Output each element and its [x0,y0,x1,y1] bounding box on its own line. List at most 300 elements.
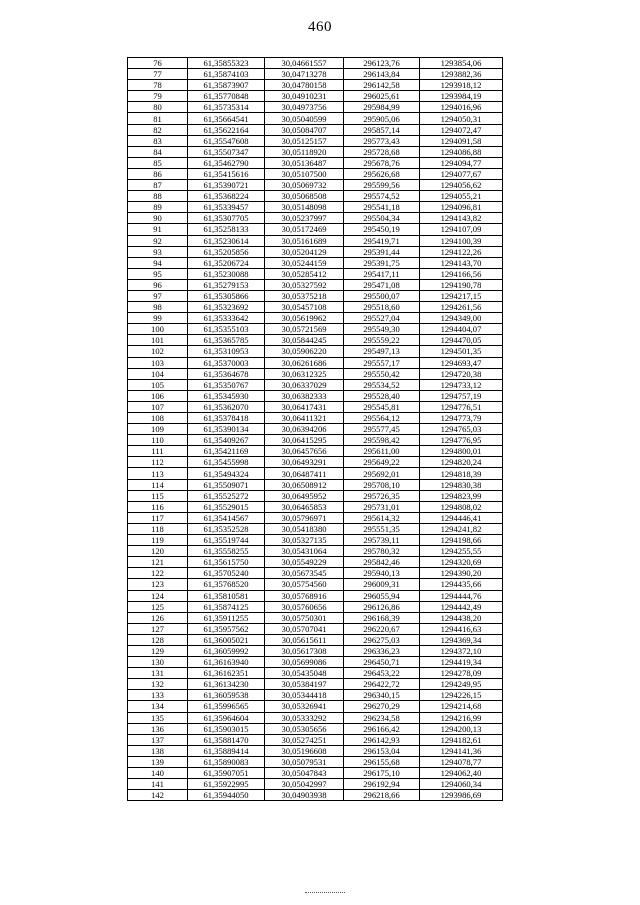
y-coordinate-cell: 1294773,79 [420,413,503,424]
longitude-cell: 30,04713278 [265,69,344,80]
latitude-cell: 61,36162351 [188,668,265,679]
table-row [128,712,503,723]
point-number-cell: 116 [128,501,188,512]
x-coordinate-cell: 295500,07 [344,290,420,301]
coordinates-table [127,57,503,801]
point-number-cell: 136 [128,723,188,734]
latitude-cell: 61,35378418 [188,413,265,424]
latitude-cell: 61,35345930 [188,390,265,401]
point-number-cell: 131 [128,668,188,679]
longitude-cell: 30,05615611 [265,634,344,645]
y-coordinate-cell: 1294143,70 [420,257,503,268]
x-coordinate-cell: 295550,42 [344,368,420,379]
longitude-cell: 30,05619962 [265,313,344,324]
table-row [128,390,503,401]
longitude-cell: 30,05196608 [265,745,344,756]
longitude-cell: 30,05040599 [265,113,344,124]
latitude-cell: 61,35996565 [188,701,265,712]
table-row [128,535,503,546]
latitude-cell: 61,35768520 [188,579,265,590]
latitude-cell: 61,35622164 [188,124,265,135]
y-coordinate-cell: 1294470,05 [420,335,503,346]
x-coordinate-cell: 295598,42 [344,435,420,446]
table-row [128,235,503,246]
longitude-cell: 30,05042997 [265,779,344,790]
latitude-cell: 61,35889414 [188,745,265,756]
x-coordinate-cell: 296270,29 [344,701,420,712]
longitude-cell: 30,05431064 [265,546,344,557]
longitude-cell: 30,05274251 [265,734,344,745]
x-coordinate-cell: 295780,32 [344,546,420,557]
point-number-cell: 142 [128,790,188,801]
table-row [128,446,503,457]
latitude-cell: 61,35810581 [188,590,265,601]
x-coordinate-cell: 295391,75 [344,257,420,268]
point-number-cell: 105 [128,379,188,390]
latitude-cell: 61,35881470 [188,734,265,745]
point-number-cell: 86 [128,168,188,179]
latitude-cell: 61,35333642 [188,313,265,324]
point-number-cell: 118 [128,523,188,534]
point-number-cell: 101 [128,335,188,346]
point-number-cell: 94 [128,257,188,268]
longitude-cell: 30,05326941 [265,701,344,712]
latitude-cell: 61,35890083 [188,756,265,767]
latitude-cell: 61,35507347 [188,146,265,157]
x-coordinate-cell: 296453,22 [344,668,420,679]
x-coordinate-cell: 295731,01 [344,501,420,512]
x-coordinate-cell: 295708,10 [344,479,420,490]
y-coordinate-cell: 1294182,61 [420,734,503,745]
x-coordinate-cell: 295728,68 [344,146,420,157]
table-row [128,657,503,668]
y-coordinate-cell: 1294141,36 [420,745,503,756]
point-number-cell: 135 [128,712,188,723]
longitude-cell: 30,06382333 [265,390,344,401]
longitude-cell: 30,05333292 [265,712,344,723]
x-coordinate-cell: 295527,04 [344,313,420,324]
point-number-cell: 141 [128,779,188,790]
longitude-cell: 30,06508912 [265,479,344,490]
longitude-cell: 30,06487411 [265,468,344,479]
y-coordinate-cell: 1294060,34 [420,779,503,790]
y-coordinate-cell: 1294693,47 [420,357,503,368]
x-coordinate-cell: 295557,17 [344,357,420,368]
latitude-cell: 61,35307705 [188,213,265,224]
y-coordinate-cell: 1294055,21 [420,191,503,202]
table-row [128,135,503,146]
latitude-cell: 61,35770848 [188,91,265,102]
y-coordinate-cell: 1294349,00 [420,313,503,324]
x-coordinate-cell: 296123,76 [344,58,420,69]
x-coordinate-cell: 295559,22 [344,335,420,346]
y-coordinate-cell: 1294143,82 [420,213,503,224]
x-coordinate-cell: 295773,43 [344,135,420,146]
latitude-cell: 61,35230088 [188,268,265,279]
longitude-cell: 30,06411321 [265,413,344,424]
table-row [128,756,503,767]
table-row [128,413,503,424]
point-number-cell: 137 [128,734,188,745]
point-number-cell: 104 [128,368,188,379]
table-row [128,279,503,290]
table-row [128,779,503,790]
longitude-cell: 30,05906220 [265,346,344,357]
x-coordinate-cell: 295419,71 [344,235,420,246]
point-number-cell: 85 [128,157,188,168]
x-coordinate-cell: 295497,13 [344,346,420,357]
longitude-cell: 30,05069732 [265,180,344,191]
point-number-cell: 80 [128,102,188,113]
table-row [128,102,503,113]
point-number-cell: 93 [128,246,188,257]
y-coordinate-cell: 1293984,19 [420,91,503,102]
x-coordinate-cell: 295541,18 [344,202,420,213]
latitude-cell: 61,35705240 [188,568,265,579]
table-row [128,457,503,468]
longitude-cell: 30,05707041 [265,623,344,634]
latitude-cell: 61,35362070 [188,401,265,412]
point-number-cell: 91 [128,224,188,235]
latitude-cell: 61,35323692 [188,302,265,313]
x-coordinate-cell: 295842,46 [344,557,420,568]
latitude-cell: 61,35957562 [188,623,265,634]
y-coordinate-cell: 1294372,10 [420,645,503,656]
point-number-cell: 98 [128,302,188,313]
table-row [128,168,503,179]
longitude-cell: 30,05617308 [265,645,344,656]
latitude-cell: 61,35874103 [188,69,265,80]
y-coordinate-cell: 1294404,07 [420,324,503,335]
longitude-cell: 30,05418380 [265,523,344,534]
y-coordinate-cell: 1294446,41 [420,512,503,523]
point-number-cell: 132 [128,679,188,690]
point-number-cell: 114 [128,479,188,490]
table-row [128,679,503,690]
longitude-cell: 30,05047843 [265,768,344,779]
footer-mark [305,892,345,893]
y-coordinate-cell: 1294016,96 [420,102,503,113]
y-coordinate-cell: 1294261,56 [420,302,503,313]
latitude-cell: 61,35370003 [188,357,265,368]
point-number-cell: 139 [128,756,188,767]
point-number-cell: 88 [128,191,188,202]
table-row [128,634,503,645]
point-number-cell: 97 [128,290,188,301]
y-coordinate-cell: 1293882,36 [420,69,503,80]
y-coordinate-cell: 1294217,15 [420,290,503,301]
point-number-cell: 138 [128,745,188,756]
table-row [128,723,503,734]
y-coordinate-cell: 1294800,01 [420,446,503,457]
y-coordinate-cell: 1294214,68 [420,701,503,712]
y-coordinate-cell: 1294501,35 [420,346,503,357]
table-row [128,268,503,279]
latitude-cell: 61,35206724 [188,257,265,268]
latitude-cell: 61,35368224 [188,191,265,202]
longitude-cell: 30,04780158 [265,80,344,91]
point-number-cell: 110 [128,435,188,446]
longitude-cell: 30,05244159 [265,257,344,268]
y-coordinate-cell: 1294820,24 [420,457,503,468]
x-coordinate-cell: 295692,01 [344,468,420,479]
point-number-cell: 82 [128,124,188,135]
point-number-cell: 77 [128,69,188,80]
point-number-cell: 92 [128,235,188,246]
x-coordinate-cell: 295940,13 [344,568,420,579]
longitude-cell: 30,05125157 [265,135,344,146]
x-coordinate-cell: 296153,04 [344,745,420,756]
latitude-cell: 61,35352528 [188,523,265,534]
y-coordinate-cell: 1294438,20 [420,612,503,623]
latitude-cell: 61,35494324 [188,468,265,479]
latitude-cell: 61,35390721 [188,180,265,191]
longitude-cell: 30,05457108 [265,302,344,313]
table-row [128,734,503,745]
x-coordinate-cell: 296166,42 [344,723,420,734]
latitude-cell: 61,35415616 [188,168,265,179]
table-row [128,224,503,235]
y-coordinate-cell: 1294255,55 [420,546,503,557]
y-coordinate-cell: 1294200,13 [420,723,503,734]
y-coordinate-cell: 1294765,03 [420,424,503,435]
point-number-cell: 95 [128,268,188,279]
y-coordinate-cell: 1294216,99 [420,712,503,723]
latitude-cell: 61,36163940 [188,657,265,668]
longitude-cell: 30,05118920 [265,146,344,157]
longitude-cell: 30,05285412 [265,268,344,279]
x-coordinate-cell: 296175,10 [344,768,420,779]
latitude-cell: 61,36059538 [188,690,265,701]
y-coordinate-cell: 1294096,81 [420,202,503,213]
latitude-cell: 61,35310953 [188,346,265,357]
latitude-cell: 61,35558255 [188,546,265,557]
y-coordinate-cell: 1294416,63 [420,623,503,634]
x-coordinate-cell: 295528,40 [344,390,420,401]
point-number-cell: 113 [128,468,188,479]
page-number: 460 [308,19,332,35]
longitude-cell: 30,05721569 [265,324,344,335]
longitude-cell: 30,04903938 [265,790,344,801]
longitude-cell: 30,05237997 [265,213,344,224]
x-coordinate-cell: 296422,72 [344,679,420,690]
table-row [128,557,503,568]
y-coordinate-cell: 1294442,49 [420,601,503,612]
x-coordinate-cell: 295857,14 [344,124,420,135]
point-number-cell: 108 [128,413,188,424]
latitude-cell: 61,35279153 [188,279,265,290]
y-coordinate-cell: 1294249,95 [420,679,503,690]
y-coordinate-cell: 1294241,82 [420,523,503,534]
y-coordinate-cell: 1294190,78 [420,279,503,290]
latitude-cell: 61,35364678 [188,368,265,379]
latitude-cell: 61,35907051 [188,768,265,779]
y-coordinate-cell: 1294050,31 [420,113,503,124]
table-row [128,80,503,91]
x-coordinate-cell: 296142,93 [344,734,420,745]
y-coordinate-cell: 1294435,66 [420,579,503,590]
latitude-cell: 61,35964604 [188,712,265,723]
table-row [128,335,503,346]
x-coordinate-cell: 295577,45 [344,424,420,435]
table-row [128,768,503,779]
y-coordinate-cell: 1294056,62 [420,180,503,191]
longitude-cell: 30,05754560 [265,579,344,590]
longitude-cell: 30,04661557 [265,58,344,69]
table-row [128,690,503,701]
longitude-cell: 30,06457656 [265,446,344,457]
longitude-cell: 30,05768916 [265,590,344,601]
x-coordinate-cell: 295450,19 [344,224,420,235]
point-number-cell: 127 [128,623,188,634]
x-coordinate-cell: 296142,58 [344,80,420,91]
table-row [128,257,503,268]
point-number-cell: 125 [128,601,188,612]
longitude-cell: 30,05172469 [265,224,344,235]
point-number-cell: 121 [128,557,188,568]
latitude-cell: 61,35421169 [188,446,265,457]
y-coordinate-cell: 1294720,38 [420,368,503,379]
point-number-cell: 117 [128,512,188,523]
y-coordinate-cell: 1294733,12 [420,379,503,390]
latitude-cell: 61,35903015 [188,723,265,734]
point-number-cell: 119 [128,535,188,546]
longitude-cell: 30,05750301 [265,612,344,623]
longitude-cell: 30,06493291 [265,457,344,468]
y-coordinate-cell: 1294818,39 [420,468,503,479]
latitude-cell: 61,35462790 [188,157,265,168]
table-row [128,645,503,656]
latitude-cell: 61,35529015 [188,501,265,512]
y-coordinate-cell: 1294226,15 [420,690,503,701]
point-number-cell: 122 [128,568,188,579]
point-number-cell: 96 [128,279,188,290]
longitude-cell: 30,05549229 [265,557,344,568]
latitude-cell: 61,35414567 [188,512,265,523]
table-row [128,213,503,224]
y-coordinate-cell: 1294072,47 [420,124,503,135]
y-coordinate-cell: 1294122,26 [420,246,503,257]
longitude-cell: 30,04910231 [265,91,344,102]
latitude-cell: 61,35350767 [188,379,265,390]
longitude-cell: 30,05068508 [265,191,344,202]
table-row [128,623,503,634]
table-row [128,501,503,512]
latitude-cell: 61,35664541 [188,113,265,124]
y-coordinate-cell: 1294320,69 [420,557,503,568]
point-number-cell: 102 [128,346,188,357]
table-row [128,701,503,712]
x-coordinate-cell: 296155,68 [344,756,420,767]
table-row [128,479,503,490]
y-coordinate-cell: 1294830,38 [420,479,503,490]
x-coordinate-cell: 295551,35 [344,523,420,534]
table-row [128,146,503,157]
latitude-cell: 61,35615750 [188,557,265,568]
latitude-cell: 61,35258133 [188,224,265,235]
table-row [128,124,503,135]
y-coordinate-cell: 1294776,51 [420,401,503,412]
latitude-cell: 61,35355103 [188,324,265,335]
point-number-cell: 79 [128,91,188,102]
point-number-cell: 90 [128,213,188,224]
x-coordinate-cell: 295564,12 [344,413,420,424]
point-number-cell: 81 [128,113,188,124]
point-number-cell: 123 [128,579,188,590]
longitude-cell: 30,05327135 [265,535,344,546]
table-row [128,191,503,202]
x-coordinate-cell: 295984,99 [344,102,420,113]
table-row [128,368,503,379]
x-coordinate-cell: 295611,00 [344,446,420,457]
table-row [128,69,503,80]
y-coordinate-cell: 1294086,88 [420,146,503,157]
table-row [128,612,503,623]
y-coordinate-cell: 1294369,34 [420,634,503,645]
point-number-cell: 128 [128,634,188,645]
x-coordinate-cell: 295574,52 [344,191,420,202]
latitude-cell: 61,36005021 [188,634,265,645]
x-coordinate-cell: 295545,81 [344,401,420,412]
table-row [128,180,503,191]
x-coordinate-cell: 295626,68 [344,168,420,179]
point-number-cell: 133 [128,690,188,701]
x-coordinate-cell: 296055,94 [344,590,420,601]
point-number-cell: 107 [128,401,188,412]
table-row [128,601,503,612]
table-row [128,546,503,557]
longitude-cell: 30,05084707 [265,124,344,135]
longitude-cell: 30,05760656 [265,601,344,612]
longitude-cell: 30,06337029 [265,379,344,390]
table-row [128,490,503,501]
y-coordinate-cell: 1294390,20 [420,568,503,579]
point-number-cell: 76 [128,58,188,69]
table-row [128,246,503,257]
x-coordinate-cell: 295471,08 [344,279,420,290]
x-coordinate-cell: 295614,32 [344,512,420,523]
longitude-cell: 30,05673545 [265,568,344,579]
y-coordinate-cell: 1293854,06 [420,58,503,69]
latitude-cell: 61,35205856 [188,246,265,257]
latitude-cell: 61,35911255 [188,612,265,623]
point-number-cell: 112 [128,457,188,468]
point-number-cell: 83 [128,135,188,146]
table-row [128,357,503,368]
y-coordinate-cell: 1294757,19 [420,390,503,401]
longitude-cell: 30,05161689 [265,235,344,246]
x-coordinate-cell: 296143,84 [344,69,420,80]
point-number-cell: 126 [128,612,188,623]
latitude-cell: 61,35339457 [188,202,265,213]
longitude-cell: 30,05079531 [265,756,344,767]
table-row [128,745,503,756]
latitude-cell: 61,35873907 [188,80,265,91]
longitude-cell: 30,05107500 [265,168,344,179]
point-number-cell: 115 [128,490,188,501]
y-coordinate-cell: 1294198,66 [420,535,503,546]
point-number-cell: 109 [128,424,188,435]
table-row [128,512,503,523]
y-coordinate-cell: 1294808,02 [420,501,503,512]
x-coordinate-cell: 295905,06 [344,113,420,124]
y-coordinate-cell: 1294166,56 [420,268,503,279]
longitude-cell: 30,06261686 [265,357,344,368]
latitude-cell: 61,35525272 [188,490,265,501]
point-number-cell: 84 [128,146,188,157]
y-coordinate-cell: 1294091,58 [420,135,503,146]
longitude-cell: 30,05384197 [265,679,344,690]
